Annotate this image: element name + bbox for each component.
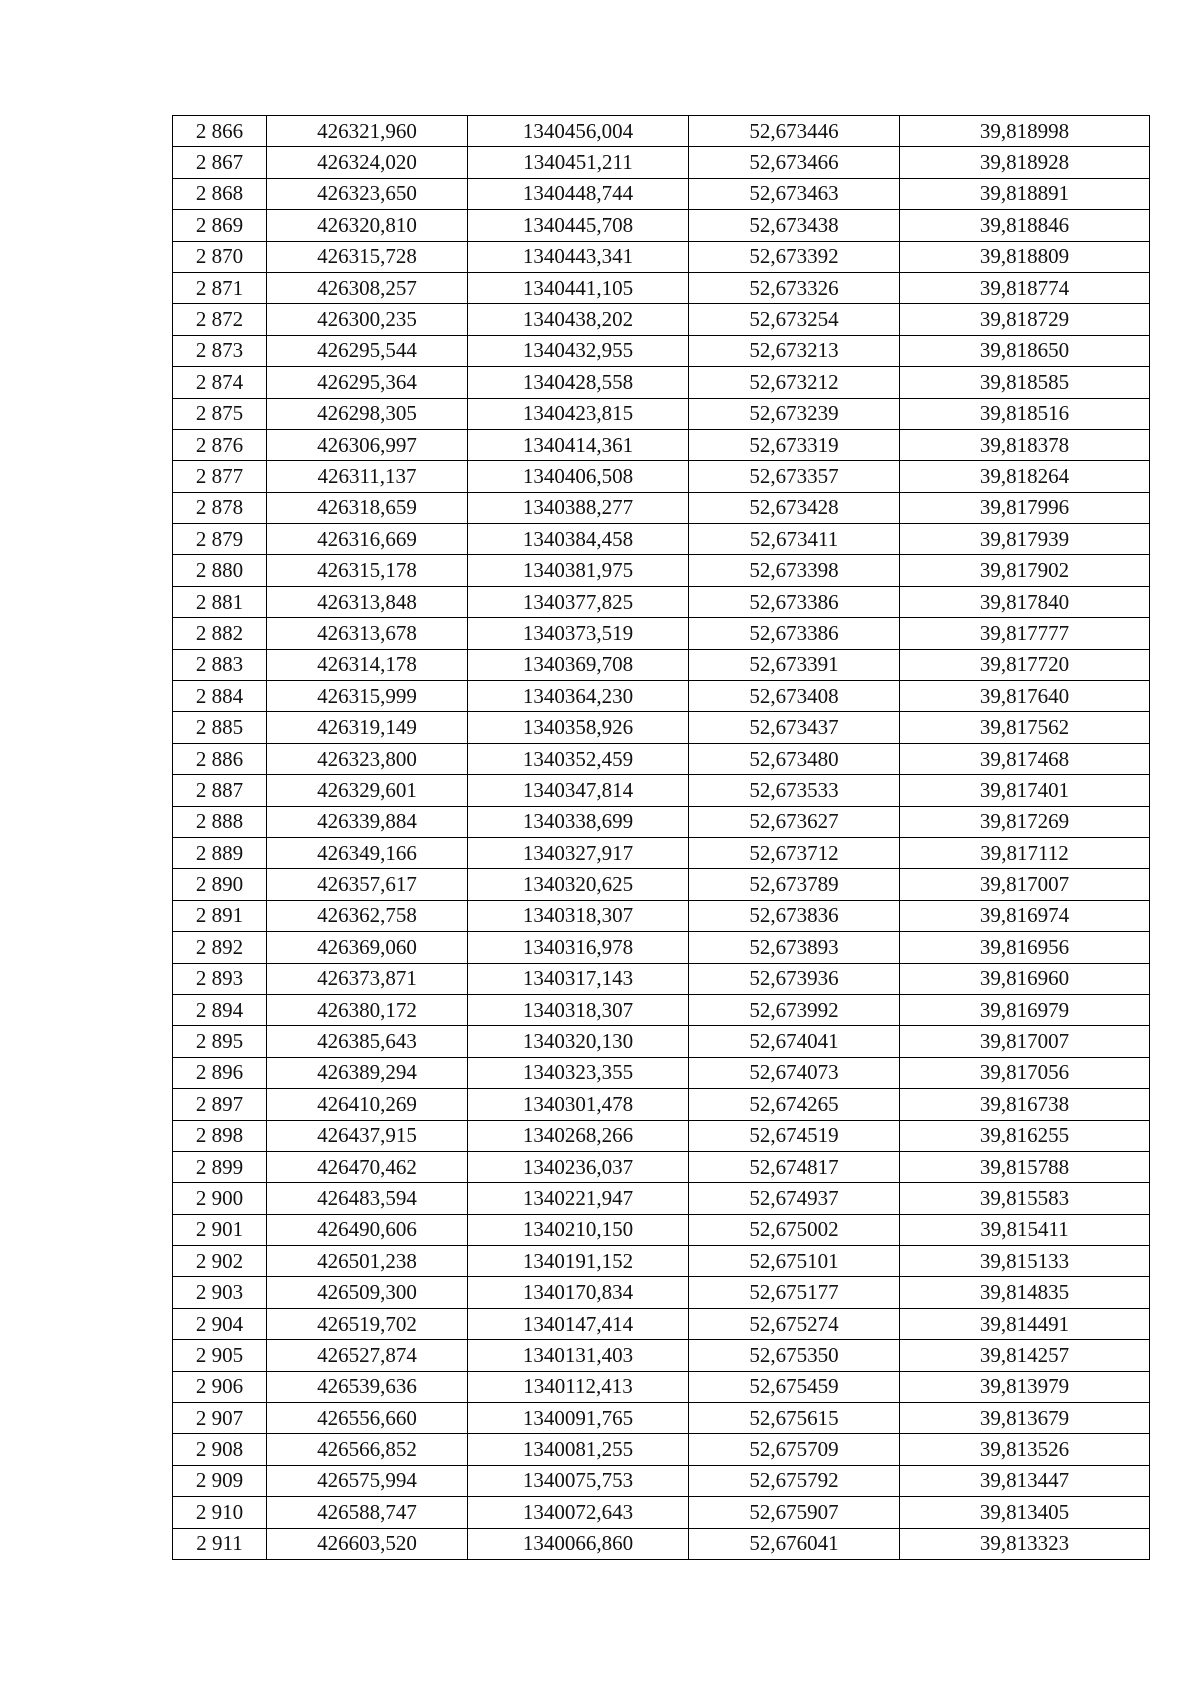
latitude-cell: 52,673466 — [689, 147, 900, 178]
point-number-cell: 2 899 — [173, 1151, 267, 1182]
longitude-cell: 39,817007 — [900, 1026, 1150, 1057]
latitude-cell: 52,675101 — [689, 1246, 900, 1277]
latitude-cell: 52,673392 — [689, 241, 900, 272]
latitude-cell: 52,676041 — [689, 1528, 900, 1559]
longitude-cell: 39,818891 — [900, 178, 1150, 209]
y-coordinate-cell: 1340373,519 — [468, 618, 689, 649]
x-coordinate-cell: 426470,462 — [267, 1151, 468, 1182]
x-coordinate-cell: 426311,137 — [267, 461, 468, 492]
x-coordinate-cell: 426323,800 — [267, 743, 468, 774]
y-coordinate-cell: 1340318,307 — [468, 994, 689, 1025]
coordinates-table-body — [173, 116, 1150, 1560]
longitude-cell: 39,817720 — [900, 649, 1150, 680]
longitude-cell: 39,813447 — [900, 1465, 1150, 1496]
y-coordinate-cell: 1340448,744 — [468, 178, 689, 209]
y-coordinate-cell: 1340352,459 — [468, 743, 689, 774]
point-number-cell: 2 900 — [173, 1183, 267, 1214]
table-row — [173, 1183, 1150, 1214]
longitude-cell: 39,813323 — [900, 1528, 1150, 1559]
point-number-cell: 2 901 — [173, 1214, 267, 1245]
table-row — [173, 1277, 1150, 1308]
y-coordinate-cell: 1340381,975 — [468, 555, 689, 586]
latitude-cell: 52,673408 — [689, 681, 900, 712]
x-coordinate-cell: 426603,520 — [267, 1528, 468, 1559]
latitude-cell: 52,673836 — [689, 900, 900, 931]
table-row — [173, 775, 1150, 806]
x-coordinate-cell: 426380,172 — [267, 994, 468, 1025]
x-coordinate-cell: 426389,294 — [267, 1057, 468, 1088]
table-row — [173, 837, 1150, 868]
x-coordinate-cell: 426316,669 — [267, 524, 468, 555]
y-coordinate-cell: 1340191,152 — [468, 1246, 689, 1277]
latitude-cell: 52,673480 — [689, 743, 900, 774]
y-coordinate-cell: 1340301,478 — [468, 1089, 689, 1120]
y-coordinate-cell: 1340451,211 — [468, 147, 689, 178]
table-row — [173, 1214, 1150, 1245]
latitude-cell: 52,673411 — [689, 524, 900, 555]
point-number-cell: 2 896 — [173, 1057, 267, 1088]
table-row — [173, 398, 1150, 429]
longitude-cell: 39,816979 — [900, 994, 1150, 1025]
point-number-cell: 2 882 — [173, 618, 267, 649]
longitude-cell: 39,818650 — [900, 335, 1150, 366]
table-row — [173, 1246, 1150, 1277]
y-coordinate-cell: 1340456,004 — [468, 116, 689, 147]
table-row — [173, 241, 1150, 272]
table-row — [173, 1340, 1150, 1371]
table-row — [173, 1308, 1150, 1339]
y-coordinate-cell: 1340072,643 — [468, 1497, 689, 1528]
y-coordinate-cell: 1340317,143 — [468, 963, 689, 994]
latitude-cell: 52,675459 — [689, 1371, 900, 1402]
table-row — [173, 963, 1150, 994]
table-row — [173, 900, 1150, 931]
x-coordinate-cell: 426313,848 — [267, 586, 468, 617]
longitude-cell: 39,817056 — [900, 1057, 1150, 1088]
table-row — [173, 649, 1150, 680]
y-coordinate-cell: 1340066,860 — [468, 1528, 689, 1559]
table-row — [173, 210, 1150, 241]
latitude-cell: 52,673893 — [689, 932, 900, 963]
latitude-cell: 52,675350 — [689, 1340, 900, 1371]
x-coordinate-cell: 426483,594 — [267, 1183, 468, 1214]
longitude-cell: 39,813979 — [900, 1371, 1150, 1402]
table-row — [173, 681, 1150, 712]
x-coordinate-cell: 426410,269 — [267, 1089, 468, 1120]
latitude-cell: 52,673789 — [689, 869, 900, 900]
latitude-cell: 52,673533 — [689, 775, 900, 806]
longitude-cell: 39,817468 — [900, 743, 1150, 774]
latitude-cell: 52,673992 — [689, 994, 900, 1025]
longitude-cell: 39,813405 — [900, 1497, 1150, 1528]
latitude-cell: 52,675907 — [689, 1497, 900, 1528]
y-coordinate-cell: 1340438,202 — [468, 304, 689, 335]
y-coordinate-cell: 1340112,413 — [468, 1371, 689, 1402]
table-row — [173, 116, 1150, 147]
x-coordinate-cell: 426329,601 — [267, 775, 468, 806]
longitude-cell: 39,817939 — [900, 524, 1150, 555]
y-coordinate-cell: 1340369,708 — [468, 649, 689, 680]
point-number-cell: 2 873 — [173, 335, 267, 366]
point-number-cell: 2 887 — [173, 775, 267, 806]
longitude-cell: 39,813526 — [900, 1434, 1150, 1465]
point-number-cell: 2 911 — [173, 1528, 267, 1559]
point-number-cell: 2 891 — [173, 900, 267, 931]
y-coordinate-cell: 1340443,341 — [468, 241, 689, 272]
y-coordinate-cell: 1340147,414 — [468, 1308, 689, 1339]
x-coordinate-cell: 426362,758 — [267, 900, 468, 931]
table-row — [173, 1089, 1150, 1120]
y-coordinate-cell: 1340423,815 — [468, 398, 689, 429]
x-coordinate-cell: 426315,178 — [267, 555, 468, 586]
x-coordinate-cell: 426298,305 — [267, 398, 468, 429]
table-row — [173, 1465, 1150, 1496]
point-number-cell: 2 869 — [173, 210, 267, 241]
point-number-cell: 2 893 — [173, 963, 267, 994]
x-coordinate-cell: 426556,660 — [267, 1403, 468, 1434]
point-number-cell: 2 870 — [173, 241, 267, 272]
y-coordinate-cell: 1340081,255 — [468, 1434, 689, 1465]
latitude-cell: 52,673239 — [689, 398, 900, 429]
table-row — [173, 618, 1150, 649]
table-row — [173, 1403, 1150, 1434]
y-coordinate-cell: 1340377,825 — [468, 586, 689, 617]
x-coordinate-cell: 426385,643 — [267, 1026, 468, 1057]
longitude-cell: 39,816255 — [900, 1120, 1150, 1151]
latitude-cell: 52,675615 — [689, 1403, 900, 1434]
x-coordinate-cell: 426519,702 — [267, 1308, 468, 1339]
longitude-cell: 39,817902 — [900, 555, 1150, 586]
x-coordinate-cell: 426300,235 — [267, 304, 468, 335]
x-coordinate-cell: 426315,999 — [267, 681, 468, 712]
x-coordinate-cell: 426490,606 — [267, 1214, 468, 1245]
point-number-cell: 2 903 — [173, 1277, 267, 1308]
point-number-cell: 2 910 — [173, 1497, 267, 1528]
latitude-cell: 52,673386 — [689, 618, 900, 649]
table-row — [173, 429, 1150, 460]
table-row — [173, 586, 1150, 617]
latitude-cell: 52,673936 — [689, 963, 900, 994]
longitude-cell: 39,818846 — [900, 210, 1150, 241]
longitude-cell: 39,816974 — [900, 900, 1150, 931]
longitude-cell: 39,814835 — [900, 1277, 1150, 1308]
point-number-cell: 2 885 — [173, 712, 267, 743]
longitude-cell: 39,815411 — [900, 1214, 1150, 1245]
latitude-cell: 52,674817 — [689, 1151, 900, 1182]
point-number-cell: 2 906 — [173, 1371, 267, 1402]
table-row — [173, 1528, 1150, 1559]
latitude-cell: 52,673386 — [689, 586, 900, 617]
y-coordinate-cell: 1340388,277 — [468, 492, 689, 523]
point-number-cell: 2 905 — [173, 1340, 267, 1371]
point-number-cell: 2 898 — [173, 1120, 267, 1151]
point-number-cell: 2 866 — [173, 116, 267, 147]
latitude-cell: 52,673357 — [689, 461, 900, 492]
point-number-cell: 2 908 — [173, 1434, 267, 1465]
point-number-cell: 2 897 — [173, 1089, 267, 1120]
point-number-cell: 2 872 — [173, 304, 267, 335]
y-coordinate-cell: 1340406,508 — [468, 461, 689, 492]
x-coordinate-cell: 426339,884 — [267, 806, 468, 837]
y-coordinate-cell: 1340445,708 — [468, 210, 689, 241]
point-number-cell: 2 871 — [173, 272, 267, 303]
latitude-cell: 52,675177 — [689, 1277, 900, 1308]
table-row — [173, 335, 1150, 366]
point-number-cell: 2 884 — [173, 681, 267, 712]
y-coordinate-cell: 1340338,699 — [468, 806, 689, 837]
x-coordinate-cell: 426323,650 — [267, 178, 468, 209]
point-number-cell: 2 904 — [173, 1308, 267, 1339]
latitude-cell: 52,673254 — [689, 304, 900, 335]
latitude-cell: 52,673391 — [689, 649, 900, 680]
point-number-cell: 2 874 — [173, 367, 267, 398]
table-row — [173, 555, 1150, 586]
latitude-cell: 52,674073 — [689, 1057, 900, 1088]
latitude-cell: 52,673446 — [689, 116, 900, 147]
table-row — [173, 932, 1150, 963]
y-coordinate-cell: 1340221,947 — [468, 1183, 689, 1214]
latitude-cell: 52,673428 — [689, 492, 900, 523]
x-coordinate-cell: 426349,166 — [267, 837, 468, 868]
point-number-cell: 2 907 — [173, 1403, 267, 1434]
point-number-cell: 2 867 — [173, 147, 267, 178]
table-row — [173, 806, 1150, 837]
table-row — [173, 461, 1150, 492]
longitude-cell: 39,818729 — [900, 304, 1150, 335]
longitude-cell: 39,817777 — [900, 618, 1150, 649]
latitude-cell: 52,673398 — [689, 555, 900, 586]
latitude-cell: 52,673437 — [689, 712, 900, 743]
y-coordinate-cell: 1340428,558 — [468, 367, 689, 398]
y-coordinate-cell: 1340432,955 — [468, 335, 689, 366]
y-coordinate-cell: 1340210,150 — [468, 1214, 689, 1245]
longitude-cell: 39,814491 — [900, 1308, 1150, 1339]
table-row — [173, 712, 1150, 743]
point-number-cell: 2 895 — [173, 1026, 267, 1057]
longitude-cell: 39,815788 — [900, 1151, 1150, 1182]
x-coordinate-cell: 426501,238 — [267, 1246, 468, 1277]
y-coordinate-cell: 1340131,403 — [468, 1340, 689, 1371]
y-coordinate-cell: 1340414,361 — [468, 429, 689, 460]
y-coordinate-cell: 1340320,130 — [468, 1026, 689, 1057]
table-row — [173, 178, 1150, 209]
x-coordinate-cell: 426315,728 — [267, 241, 468, 272]
x-coordinate-cell: 426319,149 — [267, 712, 468, 743]
x-coordinate-cell: 426324,020 — [267, 147, 468, 178]
table-row — [173, 743, 1150, 774]
y-coordinate-cell: 1340384,458 — [468, 524, 689, 555]
table-row — [173, 1434, 1150, 1465]
table-row — [173, 1120, 1150, 1151]
table-row — [173, 524, 1150, 555]
latitude-cell: 52,674519 — [689, 1120, 900, 1151]
latitude-cell: 52,673463 — [689, 178, 900, 209]
point-number-cell: 2 879 — [173, 524, 267, 555]
latitude-cell: 52,673627 — [689, 806, 900, 837]
table-row — [173, 272, 1150, 303]
y-coordinate-cell: 1340327,917 — [468, 837, 689, 868]
x-coordinate-cell: 426314,178 — [267, 649, 468, 680]
x-coordinate-cell: 426308,257 — [267, 272, 468, 303]
latitude-cell: 52,673319 — [689, 429, 900, 460]
latitude-cell: 52,674265 — [689, 1089, 900, 1120]
point-number-cell: 2 881 — [173, 586, 267, 617]
x-coordinate-cell: 426588,747 — [267, 1497, 468, 1528]
longitude-cell: 39,817640 — [900, 681, 1150, 712]
table-row — [173, 304, 1150, 335]
x-coordinate-cell: 426527,874 — [267, 1340, 468, 1371]
y-coordinate-cell: 1340236,037 — [468, 1151, 689, 1182]
y-coordinate-cell: 1340323,355 — [468, 1057, 689, 1088]
longitude-cell: 39,816738 — [900, 1089, 1150, 1120]
longitude-cell: 39,817401 — [900, 775, 1150, 806]
y-coordinate-cell: 1340316,978 — [468, 932, 689, 963]
point-number-cell: 2 875 — [173, 398, 267, 429]
point-number-cell: 2 883 — [173, 649, 267, 680]
latitude-cell: 52,674937 — [689, 1183, 900, 1214]
longitude-cell: 39,817269 — [900, 806, 1150, 837]
y-coordinate-cell: 1340075,753 — [468, 1465, 689, 1496]
y-coordinate-cell: 1340441,105 — [468, 272, 689, 303]
point-number-cell: 2 876 — [173, 429, 267, 460]
longitude-cell: 39,817996 — [900, 492, 1150, 523]
point-number-cell: 2 878 — [173, 492, 267, 523]
latitude-cell: 52,674041 — [689, 1026, 900, 1057]
coordinates-table — [172, 115, 1150, 1560]
point-number-cell: 2 892 — [173, 932, 267, 963]
x-coordinate-cell: 426318,659 — [267, 492, 468, 523]
longitude-cell: 39,815133 — [900, 1246, 1150, 1277]
y-coordinate-cell: 1340268,266 — [468, 1120, 689, 1151]
x-coordinate-cell: 426369,060 — [267, 932, 468, 963]
table-row — [173, 367, 1150, 398]
x-coordinate-cell: 426295,364 — [267, 367, 468, 398]
longitude-cell: 39,815583 — [900, 1183, 1150, 1214]
point-number-cell: 2 877 — [173, 461, 267, 492]
latitude-cell: 52,675274 — [689, 1308, 900, 1339]
table-row — [173, 1057, 1150, 1088]
point-number-cell: 2 888 — [173, 806, 267, 837]
latitude-cell: 52,673438 — [689, 210, 900, 241]
latitude-cell: 52,675709 — [689, 1434, 900, 1465]
longitude-cell: 39,818264 — [900, 461, 1150, 492]
x-coordinate-cell: 426320,810 — [267, 210, 468, 241]
latitude-cell: 52,673712 — [689, 837, 900, 868]
x-coordinate-cell: 426321,960 — [267, 116, 468, 147]
longitude-cell: 39,813679 — [900, 1403, 1150, 1434]
longitude-cell: 39,818378 — [900, 429, 1150, 460]
longitude-cell: 39,818585 — [900, 367, 1150, 398]
x-coordinate-cell: 426575,994 — [267, 1465, 468, 1496]
longitude-cell: 39,817112 — [900, 837, 1150, 868]
y-coordinate-cell: 1340320,625 — [468, 869, 689, 900]
longitude-cell: 39,818774 — [900, 272, 1150, 303]
x-coordinate-cell: 426306,997 — [267, 429, 468, 460]
latitude-cell: 52,675792 — [689, 1465, 900, 1496]
point-number-cell: 2 868 — [173, 178, 267, 209]
x-coordinate-cell: 426313,678 — [267, 618, 468, 649]
latitude-cell: 52,673326 — [689, 272, 900, 303]
table-row — [173, 1026, 1150, 1057]
latitude-cell: 52,673213 — [689, 335, 900, 366]
point-number-cell: 2 889 — [173, 837, 267, 868]
table-row — [173, 1151, 1150, 1182]
longitude-cell: 39,814257 — [900, 1340, 1150, 1371]
longitude-cell: 39,818998 — [900, 116, 1150, 147]
table-row — [173, 994, 1150, 1025]
longitude-cell: 39,816960 — [900, 963, 1150, 994]
y-coordinate-cell: 1340318,307 — [468, 900, 689, 931]
x-coordinate-cell: 426566,852 — [267, 1434, 468, 1465]
x-coordinate-cell: 426539,636 — [267, 1371, 468, 1402]
x-coordinate-cell: 426509,300 — [267, 1277, 468, 1308]
x-coordinate-cell: 426357,617 — [267, 869, 468, 900]
x-coordinate-cell: 426373,871 — [267, 963, 468, 994]
point-number-cell: 2 894 — [173, 994, 267, 1025]
longitude-cell: 39,817007 — [900, 869, 1150, 900]
x-coordinate-cell: 426295,544 — [267, 335, 468, 366]
y-coordinate-cell: 1340347,814 — [468, 775, 689, 806]
point-number-cell: 2 890 — [173, 869, 267, 900]
latitude-cell: 52,673212 — [689, 367, 900, 398]
longitude-cell: 39,816956 — [900, 932, 1150, 963]
point-number-cell: 2 880 — [173, 555, 267, 586]
longitude-cell: 39,817562 — [900, 712, 1150, 743]
table-row — [173, 1371, 1150, 1402]
longitude-cell: 39,818809 — [900, 241, 1150, 272]
longitude-cell: 39,818516 — [900, 398, 1150, 429]
latitude-cell: 52,675002 — [689, 1214, 900, 1245]
table-row — [173, 492, 1150, 523]
y-coordinate-cell: 1340358,926 — [468, 712, 689, 743]
table-row — [173, 869, 1150, 900]
longitude-cell: 39,818928 — [900, 147, 1150, 178]
point-number-cell: 2 886 — [173, 743, 267, 774]
table-row — [173, 147, 1150, 178]
longitude-cell: 39,817840 — [900, 586, 1150, 617]
y-coordinate-cell: 1340091,765 — [468, 1403, 689, 1434]
point-number-cell: 2 902 — [173, 1246, 267, 1277]
table-row — [173, 1497, 1150, 1528]
y-coordinate-cell: 1340170,834 — [468, 1277, 689, 1308]
y-coordinate-cell: 1340364,230 — [468, 681, 689, 712]
point-number-cell: 2 909 — [173, 1465, 267, 1496]
x-coordinate-cell: 426437,915 — [267, 1120, 468, 1151]
